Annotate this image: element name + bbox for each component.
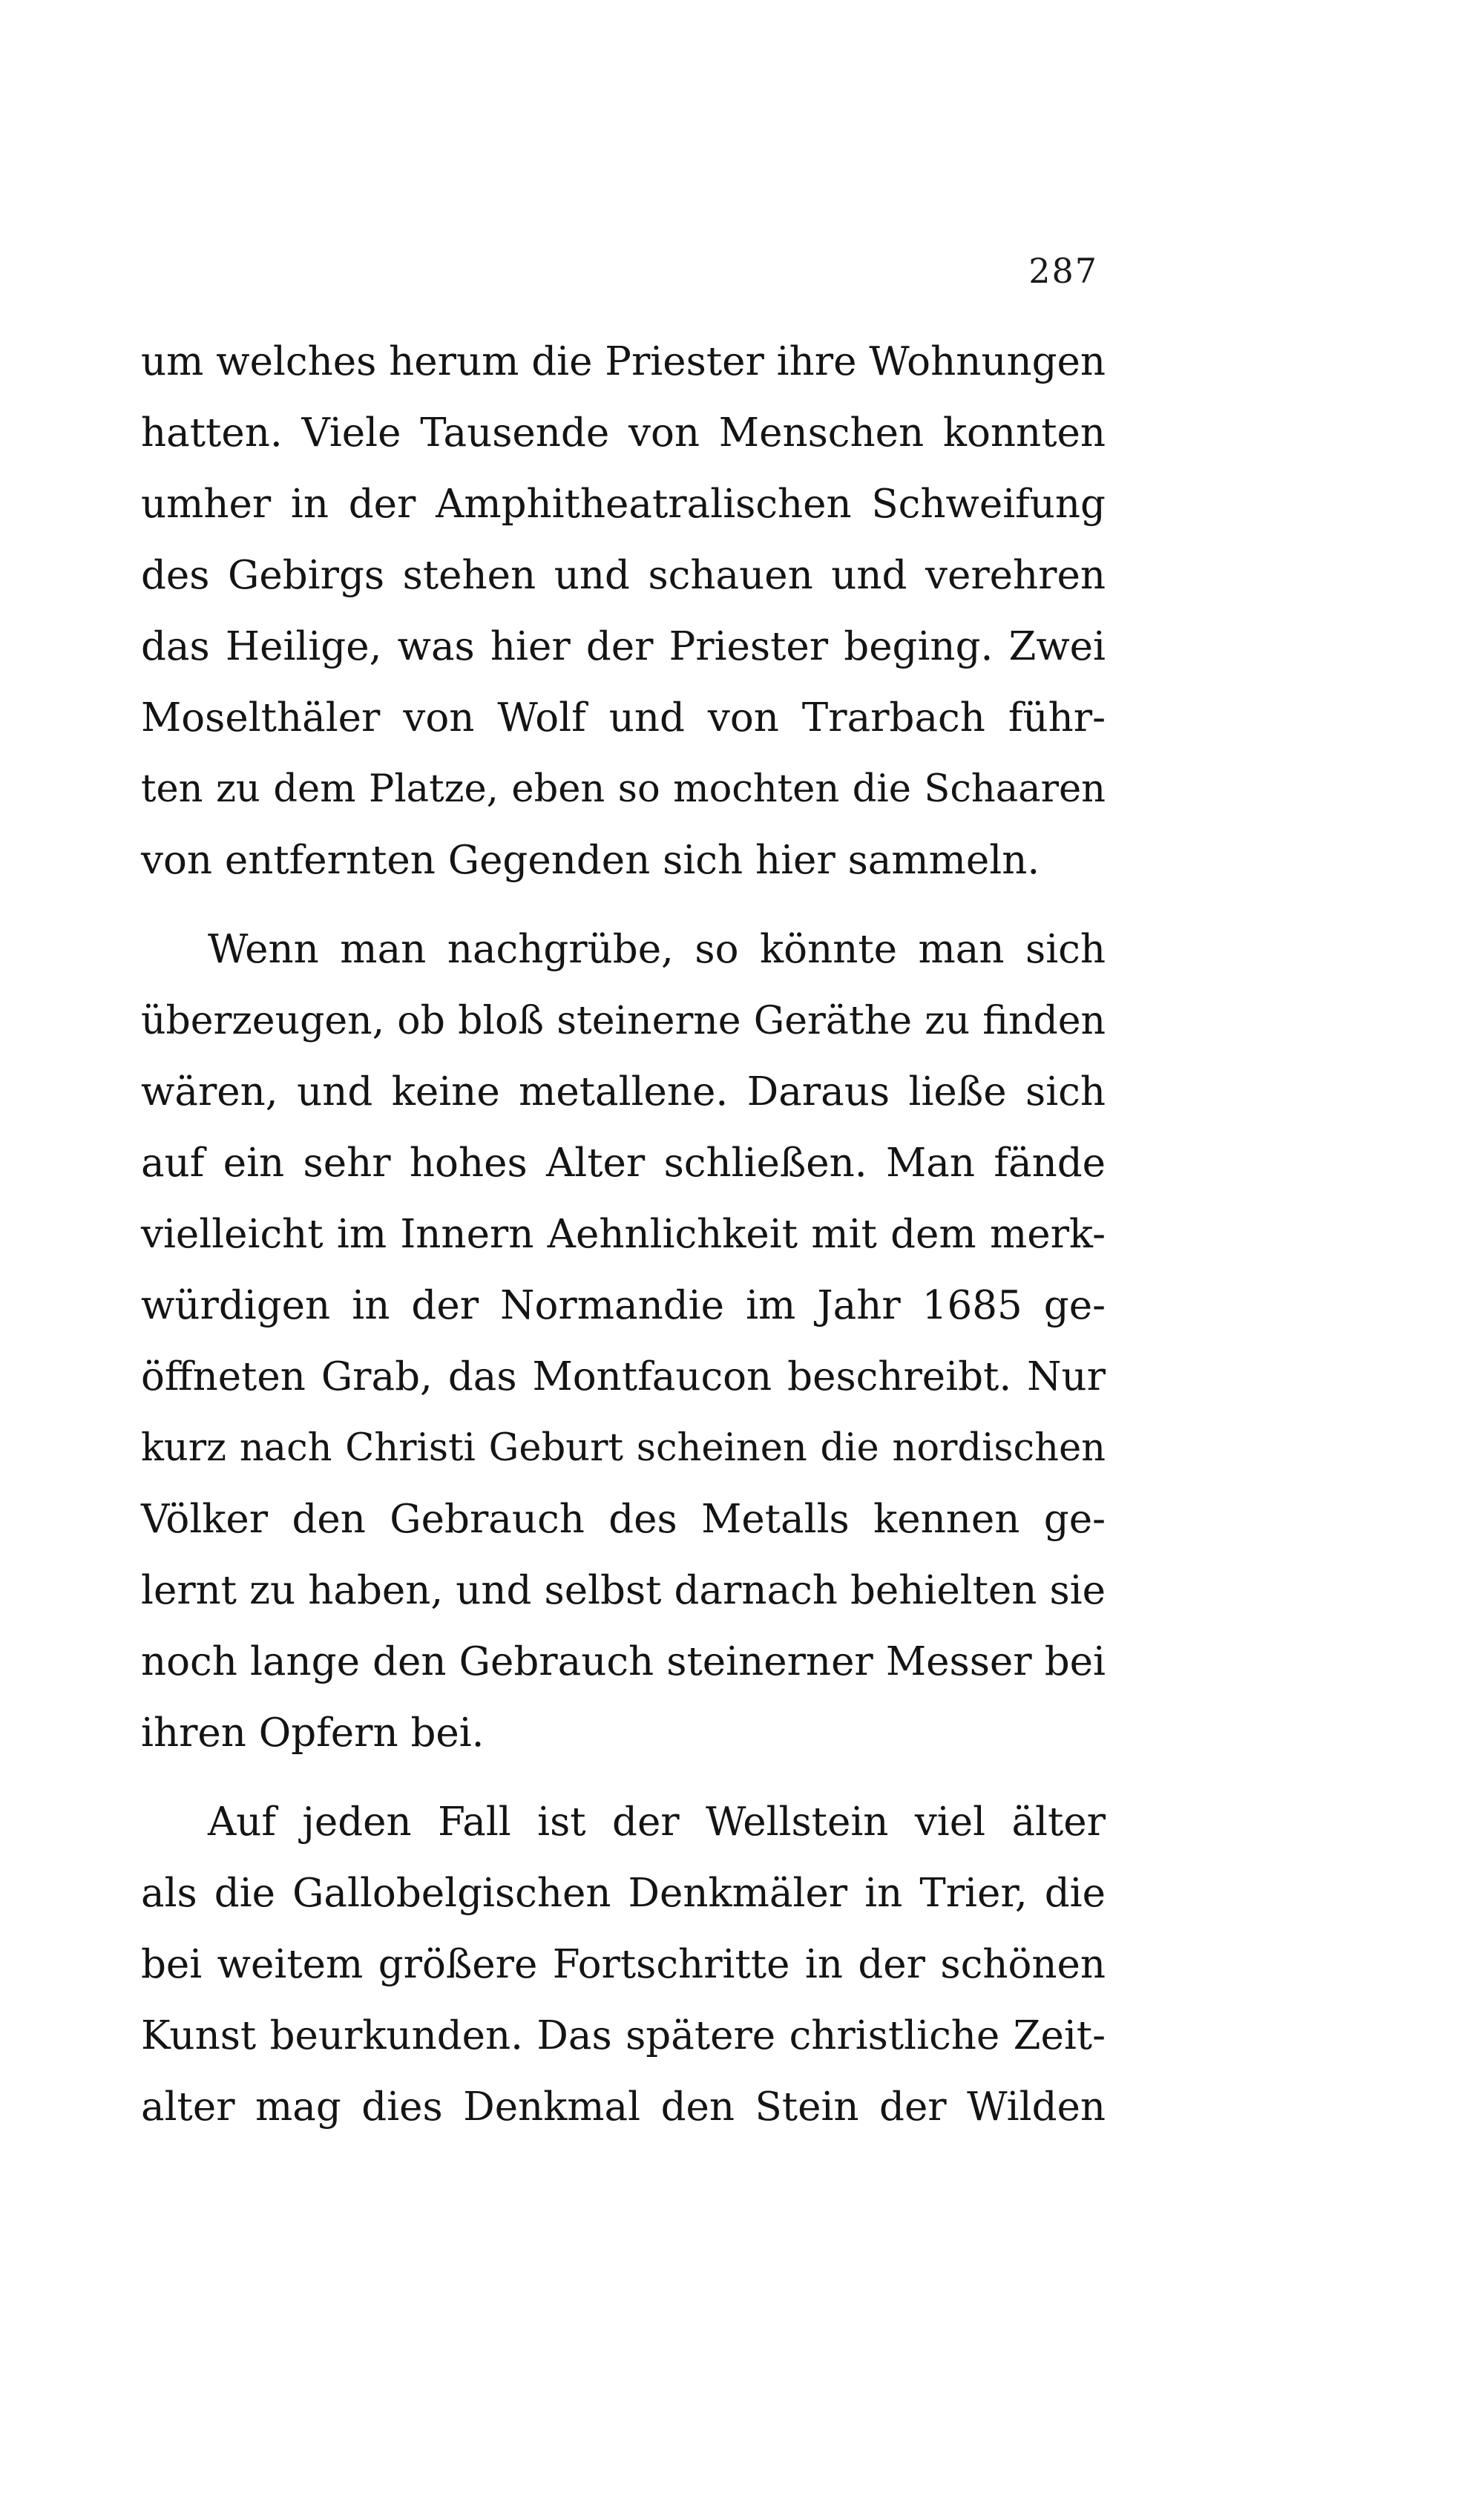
- text-line: ten zu dem Platze, eben so mochten die Schaaren: [141, 767, 1106, 811]
- text-line: Auf jeden Fall ist der Wellstein viel älter: [208, 1799, 1106, 1845]
- text-line: überzeugen, ob bloß steinerne Geräthe zu finden: [141, 999, 1106, 1043]
- text-line: hatten. Viele Tausende von Menschen konnten: [141, 410, 1106, 456]
- text-line: des Gebirgs stehen und schauen und verehren: [141, 553, 1106, 598]
- paragraph: [141, 914, 1106, 1769]
- text-line: wären, und keine metallene. Daraus ließe sich: [141, 1069, 1106, 1115]
- text-line: alter mag dies Denkmal den Stein der Wilden: [141, 2084, 1106, 2130]
- text-line: öffneten Grab, das Montfaucon beschreibt. Nur: [141, 1354, 1106, 1399]
- text-line: Kunst beurkunden. Das spätere christliche Zeit-: [141, 2013, 1106, 2058]
- body-text: [141, 326, 1106, 2143]
- text-line: ihren Opfern bei.: [141, 1710, 485, 1756]
- text-line: bei weitem größere Fortschritte in der schönen: [141, 1942, 1106, 1987]
- text-line: kurz nach Christi Geburt scheinen die nordischen: [141, 1426, 1106, 1470]
- text-line: umher in der Amphitheatralischen Schweifung: [141, 482, 1106, 527]
- paragraph: [141, 1787, 1106, 2143]
- text-line: um welches herum die Priester ihre Wohnungen: [141, 339, 1106, 384]
- text-line: Wenn man nachgrübe, so könnte man sich: [208, 927, 1106, 972]
- text-line: Moselthäler von Wolf und von Trarbach führ-: [141, 695, 1106, 741]
- text-line: auf ein sehr hohes Alter schließen. Man fände: [141, 1141, 1106, 1186]
- text-line: Völker den Gebrauch des Metalls kennen ge-: [141, 1497, 1106, 1542]
- text-line: das Heilige, was hier der Priester beging. Zwei: [141, 624, 1106, 669]
- page-number: 287: [1028, 251, 1098, 291]
- text-line: von entfernten Gegenden sich hier sammeln.: [141, 838, 1040, 883]
- text-line: lernt zu haben, und selbst darnach behielten sie: [141, 1568, 1106, 1613]
- text-line: noch lange den Gebrauch steinerner Messer bei: [141, 1639, 1106, 1684]
- text-line: als die Gallobelgischen Denkmäler in Trier, die: [141, 1871, 1106, 1916]
- text-line: vielleicht im Innern Aehnlichkeit mit dem merk-: [141, 1212, 1106, 1257]
- text-line: würdigen in der Normandie im Jahr 1685 ge-: [141, 1283, 1106, 1328]
- paragraph: [141, 326, 1106, 896]
